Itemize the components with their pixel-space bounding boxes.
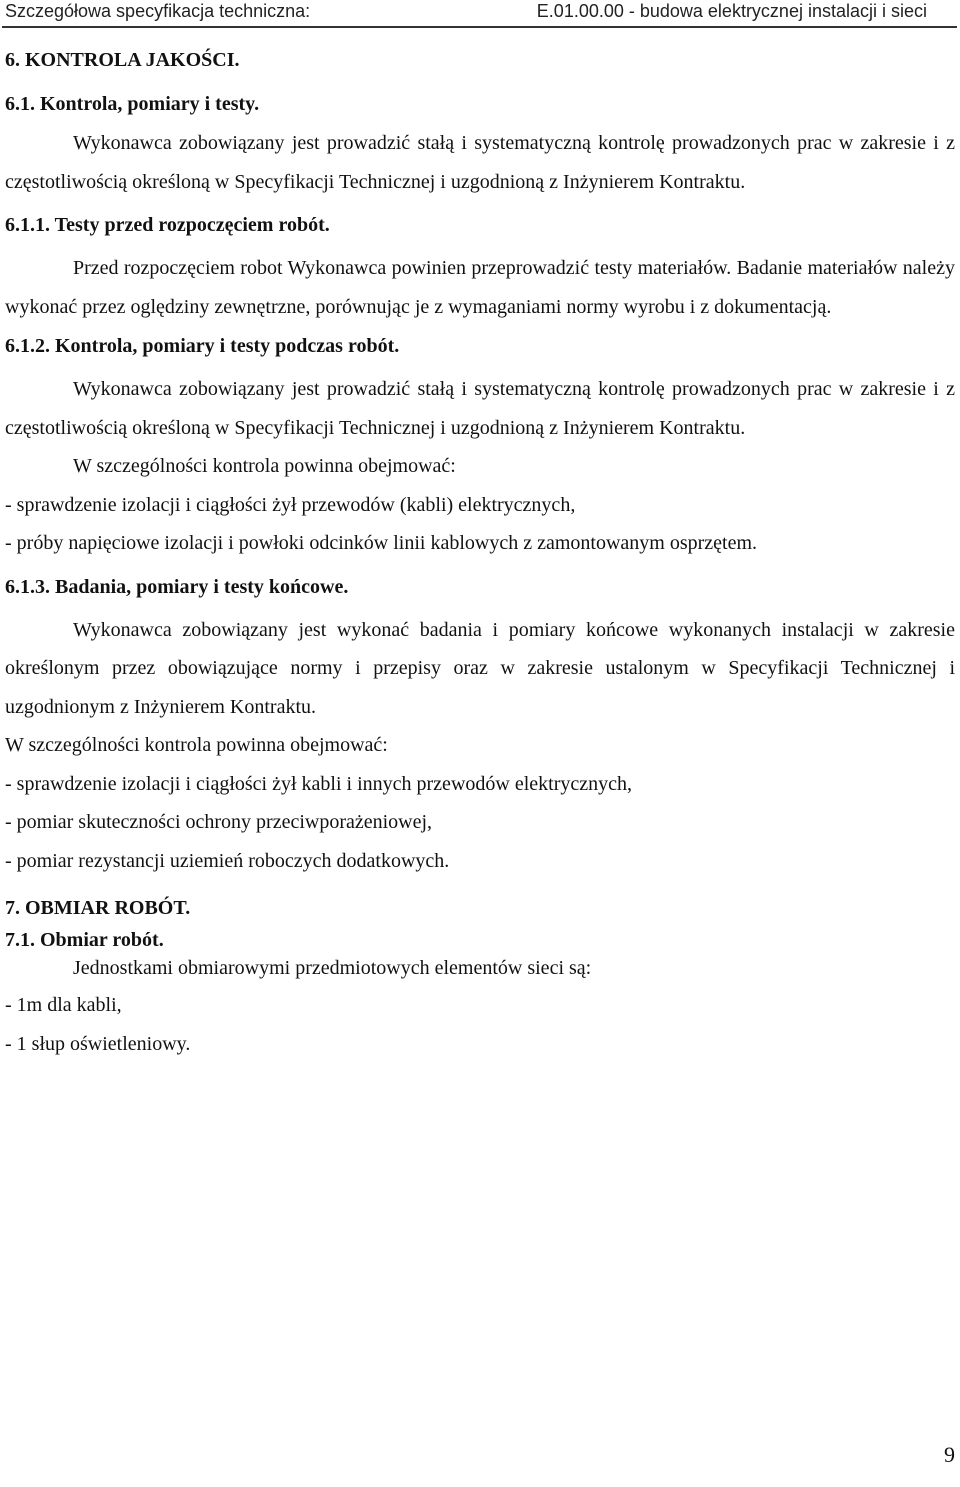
list-item: - sprawdzenie izolacji i ciągłości żył kabli i innych przewodów elektrycznych,	[5, 772, 632, 795]
section-6-1-3-title: 6.1.3. Badania, pomiary i testy końcowe.	[5, 575, 349, 598]
list-item: - sprawdzenie izolacji i ciągłości żył przewodów (kabli) elektrycznych,	[5, 493, 576, 516]
list-item: - 1 słup oświetleniowy.	[5, 1032, 191, 1055]
section-7-title: 7. OBMIAR ROBÓT.	[5, 897, 191, 919]
section-7-1-intro: Jednostkami obmiarowymi przedmiotowych elementów sieci są:	[73, 957, 592, 979]
list-item: - 1m dla kabli,	[5, 994, 122, 1016]
section-6-1-3-paragraph: Wykonawca zobowiązany jest wykonać badania i pomiary końcowe wykonanych instalacji w zakresie określonym przez obowiązujące normy i przepisy oraz w zakresie ustalonym w Specyfikacji Technicznej i uzgodnionym z Inżynierem Kontraktu.	[5, 618, 955, 718]
section-6-1-2-intro: W szczególności kontrola powinna obejmować:	[73, 455, 456, 477]
page-number: 9	[944, 1442, 955, 1467]
section-6-title: 6. KONTROLA JAKOŚCI.	[5, 49, 240, 71]
header-spec-title: Szczegółowa specyfikacja techniczna:	[5, 1, 311, 21]
list-item: - pomiar rezystancji uziemień roboczych dodatkowych.	[5, 849, 450, 872]
page-header	[0, 0, 960, 26]
section-6-1-1-title: 6.1.1. Testy przed rozpoczęciem robót.	[5, 214, 330, 236]
list-item: - pomiar skuteczności ochrony przeciwporażeniowej,	[5, 811, 433, 833]
section-6-1-title: 6.1. Kontrola, pomiary i testy.	[5, 93, 260, 115]
document-body	[5, 40, 955, 1063]
section-6-1-2-title: 6.1.2. Kontrola, pomiary i testy podczas robót.	[5, 335, 400, 357]
section-6-1-2-paragraph: Wykonawca zobowiązany jest prowadzić stałą i systematyczną kontrolę prowadzonych prac w zakresie i z częstotliwością określoną w Specyfikacji Technicznej i uzgodnioną z Inżynierem Kontraktu.	[5, 378, 955, 439]
header-spec-code: E.01.00.00 - budowa elektrycznej instalacji i sieci	[536, 1, 927, 21]
header-divider	[2, 26, 957, 28]
section-7-1-title: 7.1. Obmiar robót.	[5, 929, 164, 951]
section-6-1-paragraph: Wykonawca zobowiązany jest prowadzić stałą i systematyczną kontrolę prowadzonych prac w zakresie i z częstotliwością określoną w Specyfikacji Technicznej i uzgodnioną z Inżynierem Kontraktu.	[5, 132, 955, 193]
section-6-1-3-intro: W szczególności kontrola powinna obejmować:	[5, 734, 388, 756]
section-6-1-1-paragraph: Przed rozpoczęciem robot Wykonawca powinien przeprowadzić testy materiałów. Badanie materiałów należy wykonać przez oględziny zewnętrzne, porównując je z wymaganiami normy wyrobu i z dokumentacją.	[5, 257, 955, 318]
list-item: - próby napięciowe izolacji i powłoki odcinków linii kablowych z zamontowanym osprzętem.	[5, 532, 758, 554]
